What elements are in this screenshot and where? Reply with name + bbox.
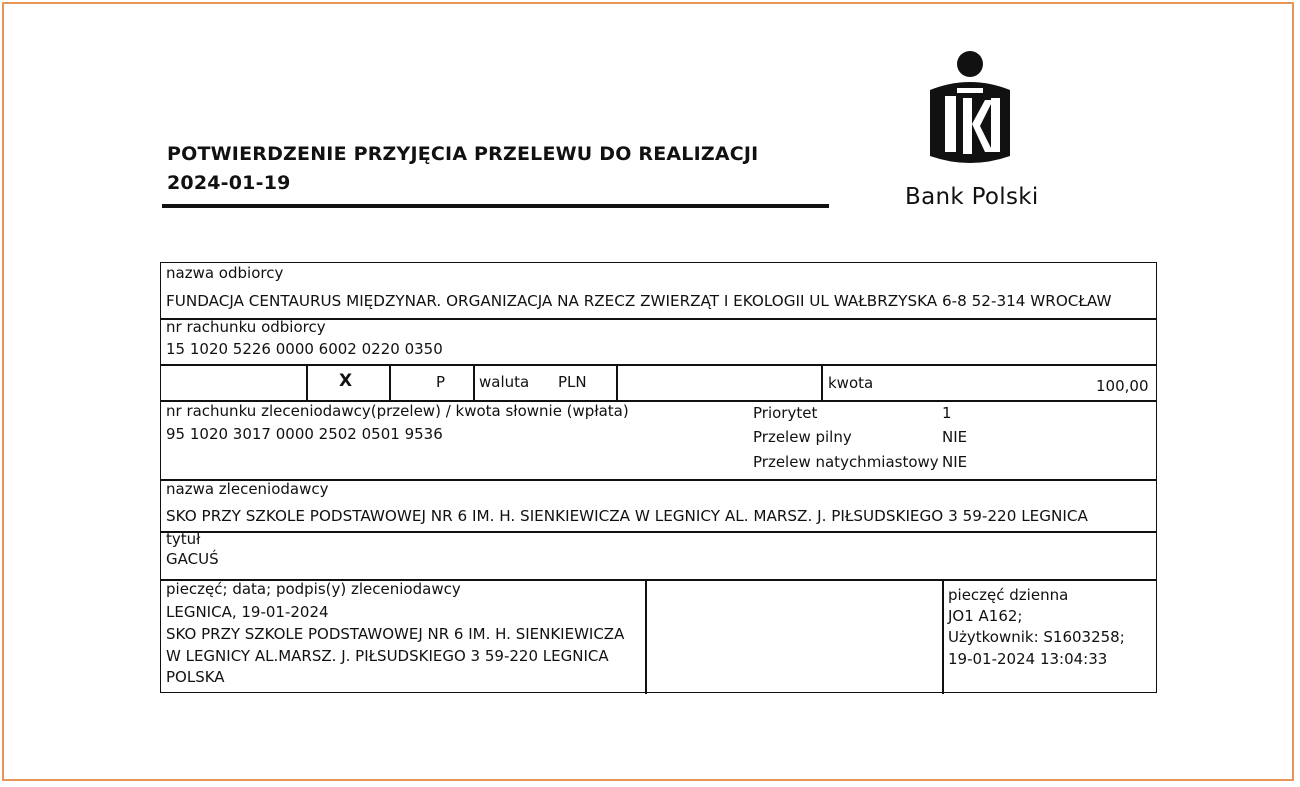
amount-label: kwota [828, 374, 874, 392]
sender-account-value: 95 1020 3017 0000 2502 0501 9536 [166, 425, 443, 443]
cell-divider [306, 364, 308, 400]
row-divider [161, 364, 1156, 366]
currency-label: waluta [479, 373, 530, 391]
recipient-value: FUNDACJA CENTAURUS MIĘDZYNAR. ORGANIZACJA NA RZECZ ZWIERZĄT I EKOLOGII UL WAŁBRZYSKA 6-8 52-314 WROCŁAW [166, 292, 1112, 310]
transfer-form [160, 262, 1157, 693]
cell-divider [942, 579, 944, 694]
stamp-line-2: Użytkownik: S1603258; [948, 628, 1125, 646]
amount-value: 100,00 [1096, 377, 1149, 395]
stamp-label: pieczęć dzienna [948, 586, 1069, 604]
document-date: 2024-01-19 [167, 172, 291, 194]
recipient-account-label: nr rachunku odbiorcy [166, 318, 326, 336]
document-title-block [167, 140, 758, 198]
signature-line-1: LEGNICA, 19-01-2024 [166, 603, 329, 621]
cell-divider [389, 364, 391, 400]
title-underline [162, 204, 829, 208]
transfer-mark: X [339, 371, 353, 391]
sender-account-label: nr rachunku zleceniodawcy(przelew) / kwota słownie (wpłata) [166, 402, 629, 420]
document-title: POTWIERDZENIE PRZYJĘCIA PRZELEWU DO REALIZACJI [167, 143, 759, 165]
urgent-value: NIE [942, 428, 968, 446]
cell-divider [616, 364, 618, 400]
stamp-line-3: 19-01-2024 13:04:33 [948, 650, 1108, 668]
cell-divider [473, 364, 475, 400]
recipient-label: nazwa odbiorcy [166, 264, 284, 282]
cell-divider [821, 364, 823, 400]
bank-name: Bank Polski [905, 184, 1039, 210]
pko-bank-logo-icon [925, 48, 1015, 173]
instant-label: Przelew natychmiastowy [753, 453, 939, 471]
row-divider [161, 531, 1156, 533]
signature-line-3: W LEGNICY AL.MARSZ. J. PIŁSUDSKIEGO 3 59-220 LEGNICA [166, 647, 609, 665]
signature-line-4: POLSKA [166, 668, 225, 686]
signature-line-2: SKO PRZY SZKOLE PODSTAWOWEJ NR 6 IM. H. SIENKIEWICZA [166, 625, 625, 643]
priority-label: Priorytet [753, 404, 818, 422]
priority-value: 1 [942, 404, 952, 422]
signature-label: pieczęć; data; podpis(y) zleceniodawcy [166, 580, 461, 598]
instant-value: NIE [942, 453, 968, 471]
cell-divider [645, 579, 647, 694]
urgent-label: Przelew pilny [753, 428, 852, 446]
title-value: GACUŚ [166, 550, 219, 568]
currency-value: PLN [558, 373, 587, 391]
transfer-type: P [436, 373, 446, 391]
recipient-account-value: 15 1020 5226 0000 6002 0220 0350 [166, 340, 443, 358]
title-label: tytuł [166, 530, 201, 548]
sender-value: SKO PRZY SZKOLE PODSTAWOWEJ NR 6 IM. H. SIENKIEWICZA W LEGNICY AL. MARSZ. J. PIŁSUDSKIEGO 3 59-220 LEGNICA [166, 507, 1088, 525]
stamp-line-1: JO1 A162; [948, 607, 1023, 625]
sender-label: nazwa zleceniodawcy [166, 480, 329, 498]
